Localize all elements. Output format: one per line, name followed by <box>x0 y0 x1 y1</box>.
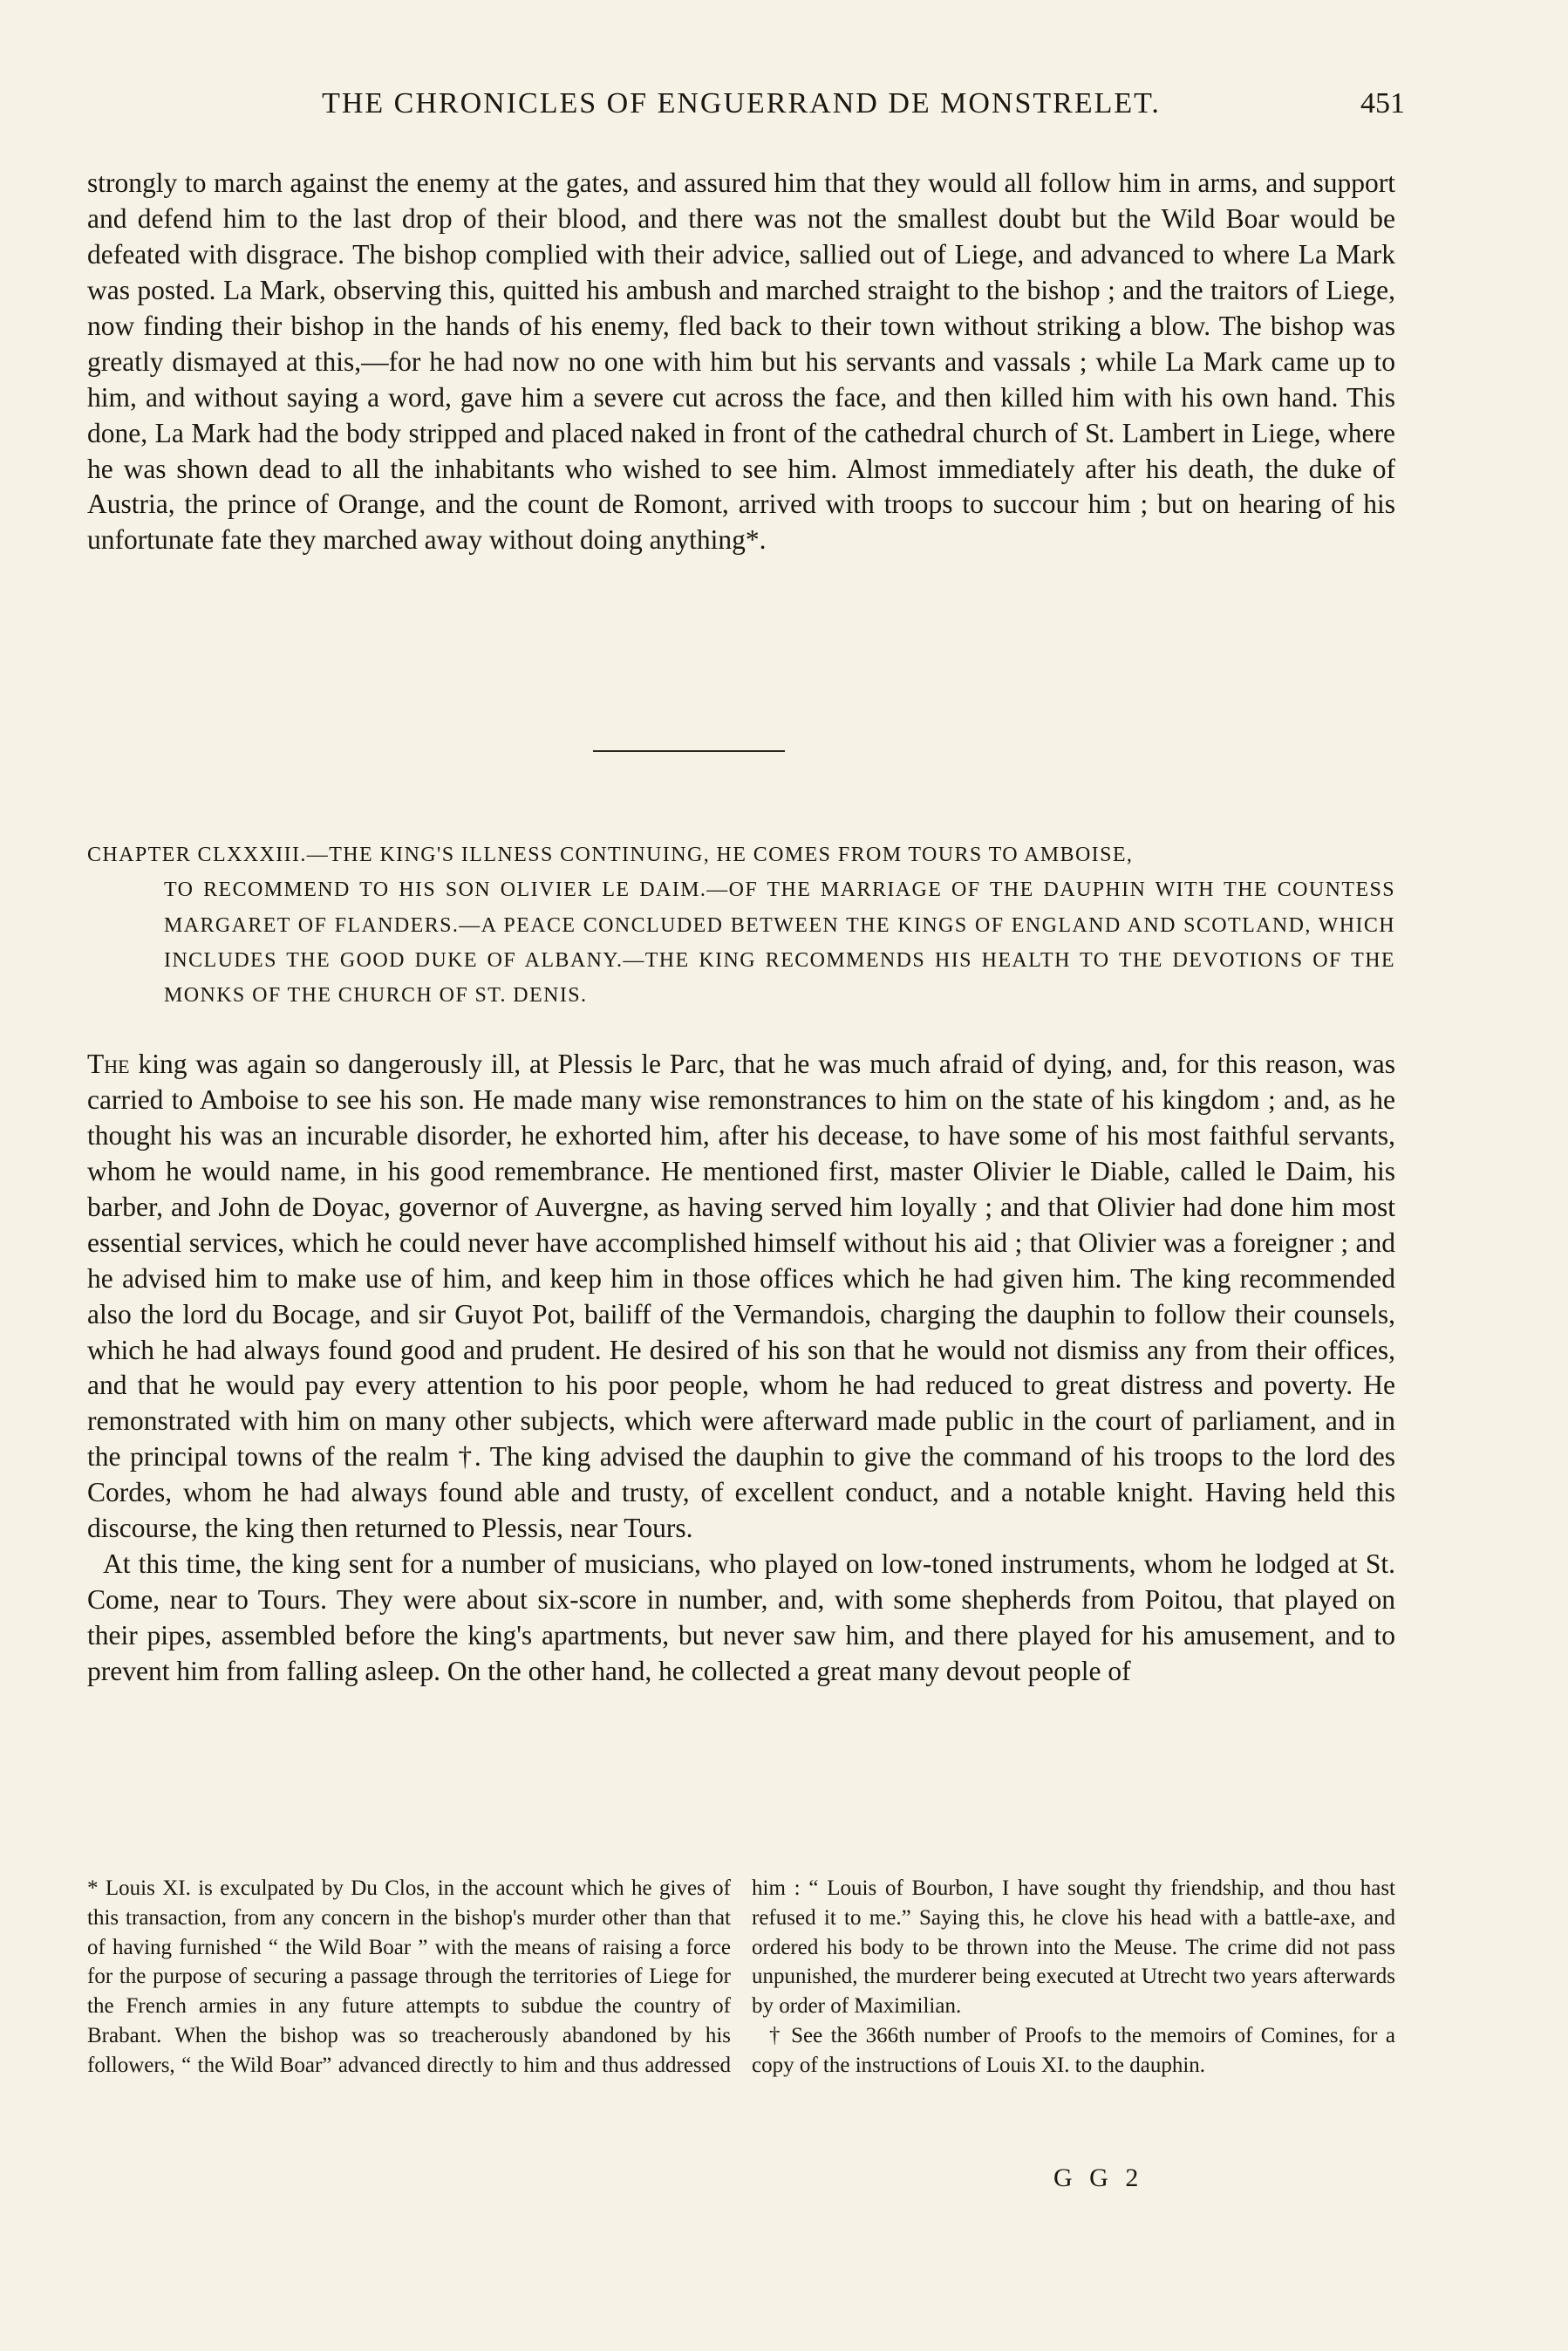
paragraph-2-text: king was again so dangerously ill, at Plessis le Parc, that he was much afraid of dying, and, for this reason, was carried to Amboise to see his son. He made many wise remonstrances to him on the state of his kingdom ; and, as he thought his was an incurable disorder, he exhorted him, after his decease, to have some of his most faithful servants, whom he would name, in his good remembrance. He mentioned first, master Olivier le Diable, called le Daim, his barber, and John de Doyac, governor of Auvergne, as having served him loyally ; and that Olivier had done him most essential services, which he could never have accomplished himself without his aid ; that Olivier was a foreigner ; and he advised him to make use of him, and keep him in those offices which he had given him. The king recommended also the lord du Bocage, and sir Guyot Pot, bailiff of the Vermandois, charging the dauphin to follow their counsels, which he had always found good and prudent. He desired of his son that he would not dismiss any from their offices, and that he would pay every attention to his poor people, whom he had reduced to great distress and poverty. He remonstrated with him on many other subjects, which were afterward made public in the court of parliament, and in the principal towns of the realm †. The king advised the dauphin to give the command of his troops to the lord des Cordes, whom he had always found able and trusty, of excellent conduct, and a notable knight. Having held this discourse, the king then returned to Plessis, near Tours. <box>87 1049 1395 1544</box>
footnote-asterisk: * Louis XI. is exculpated by Du Clos, in the account which he gives of this transaction, from any concern in the bishop's murder other than that of having furnished “ the Wild Boar ” with the means of raising a force for the purpose of securing a passage through the territories of Liege for the French armies in any future attempts to subdue the country of Brabant. When the bishop was so treacherously abandoned by his followers, “ the Wild Boar” advanced directly to him and thus addressed him : “ Louis of Bourbon, I have sought thy friendship, and thou hast refused it to me.” Saying this, he clove his head with a battle-axe, and ordered his body to be thrown into the Meuse. The crime did not pass unpunished, the murderer being executed at Utrecht two years afterwards by order of Maximilian. <box>87 1876 1395 2077</box>
paragraph-1: strongly to march against the enemy at the gates, and assured him that they would all follow him in arms, and support and defend him to the last drop of their blood, and there was not the smallest doubt but the Wild Boar would be defeated with disgrace. The bishop complied with their advice, sallied out of Liege, and advanced to where La Mark was posted. La Mark, observing this, quitted his ambush and marched straight to the bishop ; and the traitors of Liege, now finding their bishop in the hands of his enemy, fled back to their town without striking a blow. The bishop was greatly dismayed at this,—for he had now no one with him but his servants and vassals ; while La Mark came up to him, and without saying a word, gave him a severe cut across the face, and then killed him with his own hand. This done, La Mark had the body stripped and placed naked in front of the cathedral church of St. Lambert in Liege, where he was shown dead to all the inhabitants who wished to see him. Almost immediately after his death, the duke of Austria, the prince of Orange, and the count de Romont, arrived with troops to succour him ; but on hearing of his unfortunate fate they marched away without doing anything*. <box>87 167 1395 556</box>
section-divider <box>593 750 785 752</box>
paragraph-2-lead-word: The <box>87 1049 130 1079</box>
signature-mark: G G 2 <box>1053 2163 1144 2192</box>
chapter-heading-first-line: CHAPTER CLXXXIII.—THE KING'S ILLNESS CONTINUING, HE COMES FROM TOURS TO AMBOISE, <box>87 844 1134 866</box>
paragraph-3: At this time, the king sent for a number of musicians, who played on low-toned instruments, whom he lodged at St. Come, near to Tours. They were about six-score in number, and, with some shepherds from Poitou, that played on their pipes, assembled before the king's apartments, but never saw him, and there played for his amusement, and to prevent him from falling asleep. On the other hand, he collected a great many devout people of <box>87 1548 1395 1686</box>
chapter-text <box>87 1047 1395 1690</box>
paragraph-2 <box>87 1047 1395 1547</box>
chapter-heading <box>87 837 1395 1014</box>
chapter-heading-continued: TO RECOMMEND TO HIS SON OLIVIER LE DAIM.—OF THE MARRIAGE OF THE DAUPHIN WITH THE COUNTESS MARGARET OF FLANDERS.—A PEACE CONCLUDED BETWEEN THE KINGS OF ENGLAND AND SCOTLAND, WHICH INCLUDES THE GOOD DUKE OF ALBANY.—THE KING RECOMMENDS HIS HEALTH TO THE DEVOTIONS OF THE MONKS OF THE CHURCH OF ST. DENIS. <box>164 878 1395 1008</box>
footnotes <box>87 1874 1395 2080</box>
page-number: 451 <box>1360 87 1405 120</box>
running-head: THE CHRONICLES OF ENGUERRAND DE MONSTRELET. <box>322 87 1161 120</box>
footnote-dagger: † See the 366th number of Proofs to the memoirs of Comines, for a copy of the instructions of Louis XI. to the dauphin. <box>752 2023 1395 2077</box>
